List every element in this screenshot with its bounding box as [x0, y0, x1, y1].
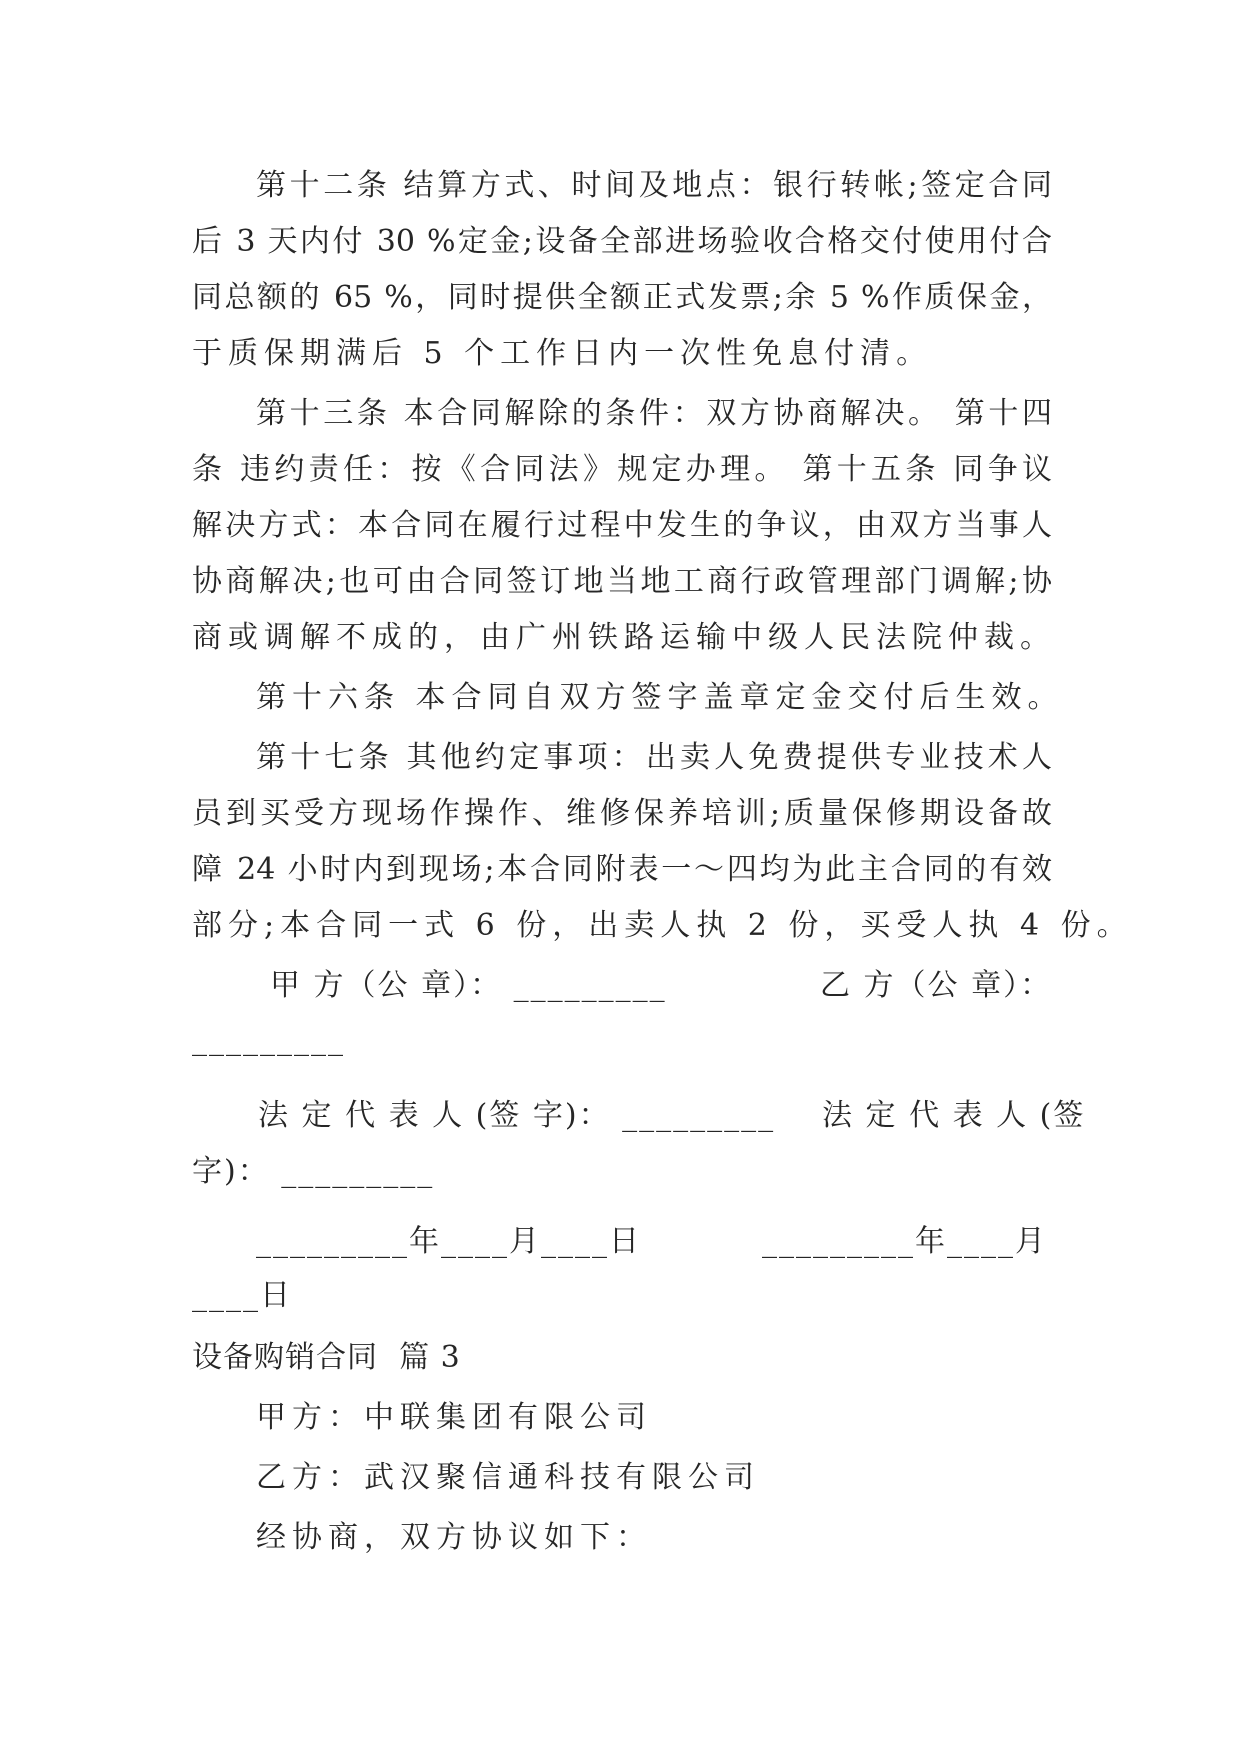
clause-17-line-1: 第十七条 其他约定事项：出卖人免费提供专业技术人 [256, 740, 1052, 775]
party-b-date-field: _________年____月 [762, 1224, 1047, 1259]
party-a-seal-field: 甲 方（公 章）： _________ [270, 968, 667, 1003]
clause-15-line-4: 协商解决;也可由合同签订地当地工商行政管理部门调解;协 [192, 564, 1052, 599]
clause-15-line-5: 商或调解不成的，由广州铁路运输中级人民法院仲裁。 [192, 620, 1056, 655]
clause-14-15-line-2: 条 违约责任：按《合同法》规定办理。 第十五条 同争议 [192, 452, 1052, 487]
clause-12-line-1: 第十二条 结算方式、时间及地点：银行转帐;签定合同 [256, 168, 1052, 203]
party-a-representative-field: 法 定 代 表 人 (签 字)： _________ [258, 1098, 776, 1133]
party-a-name: 甲方：中联集团有限公司 [256, 1400, 652, 1435]
party-b-representative-field: 法 定 代 表 人 (签 [822, 1098, 1086, 1133]
agreement-intro: 经协商，双方协议如下： [256, 1520, 652, 1555]
clause-15-line-3: 解决方式：本合同在履行过程中发生的争议，由双方当事人 [192, 508, 1052, 543]
clause-12-line-3: 同总额的 65 %，同时提供全额正式发票;余 5 %作质保金， [192, 280, 1052, 315]
clause-17-line-2: 员到买受方现场作操作、维修保养培训;质量保修期设备故 [192, 796, 1052, 831]
party-b-date-day: ____日 [192, 1278, 292, 1313]
party-b-seal-blank: _________ [192, 1022, 345, 1057]
clause-17-line-3: 障 24 小时内到现场;本合同附表一～四均为此主合同的有效 [192, 852, 1052, 887]
section-heading: 设备购销合同 篇 3 [192, 1340, 461, 1375]
clause-12-line-4: 于质保期满后 5 个工作日内一次性免息付清。 [192, 336, 933, 371]
clause-16-line: 第十六条 本合同自双方签字盖章定金交付后生效。 [256, 680, 1064, 715]
party-a-date-field: _________年____月____日 [256, 1224, 641, 1259]
party-b-seal-field: 乙 方（公 章）： [820, 968, 1053, 1003]
party-b-representative-blank: 字)： _________ [192, 1154, 435, 1189]
clause-13-line-1: 第十三条 本合同解除的条件：双方协商解决。 第十四 [256, 396, 1052, 431]
clause-17-line-4: 部分;本合同一式 6 份，出卖人执 2 份，买受人执 4 份。 [192, 908, 1133, 943]
party-b-name: 乙方：武汉聚信通科技有限公司 [256, 1460, 760, 1495]
clause-12-line-2: 后 3 天内付 30 %定金;设备全部进场验收合格交付使用付合 [192, 224, 1052, 259]
